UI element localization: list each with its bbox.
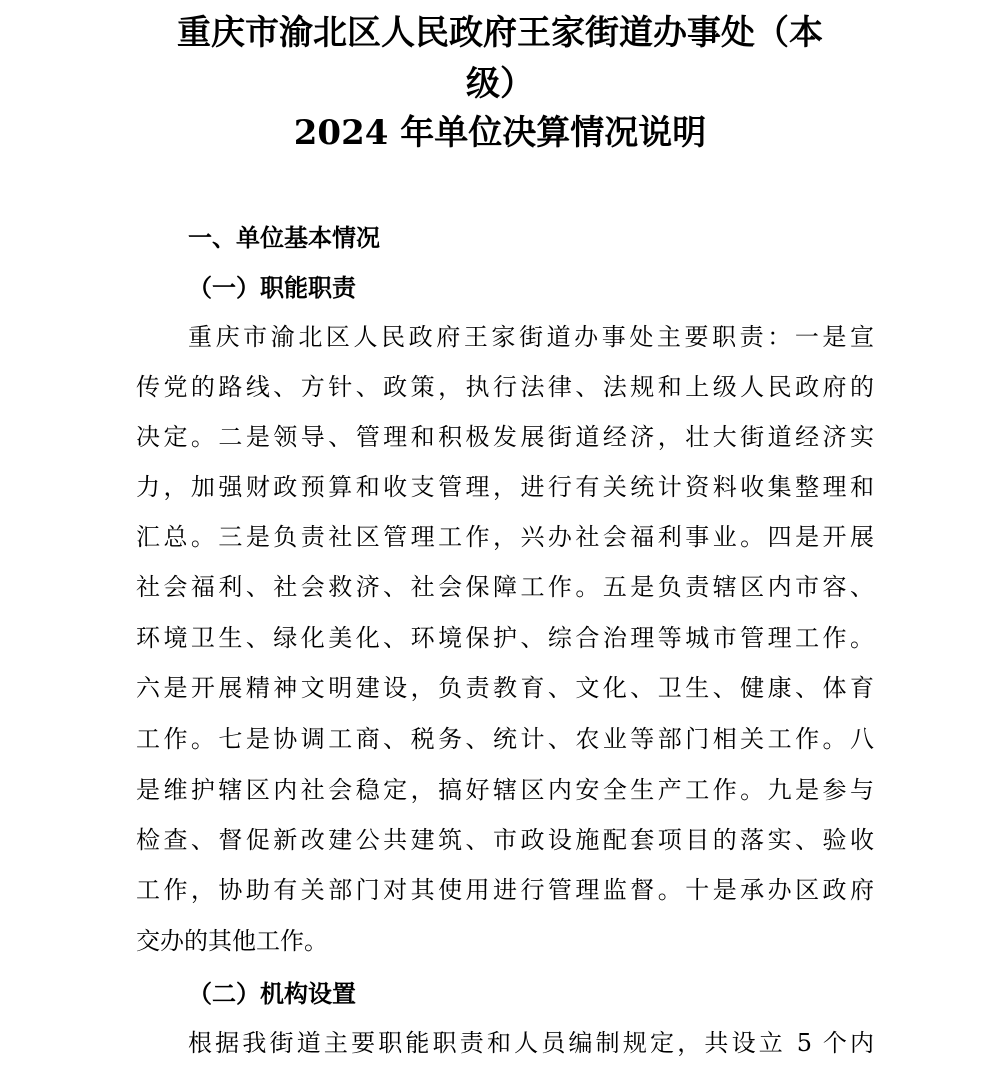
- subsection-heading-organization: （二）机构设置: [188, 979, 356, 1008]
- document-title-line-2: 级）: [466, 64, 534, 104]
- paragraph-line: 传党的路线、方针、政策，执行法律、法规和上级人民政府的: [136, 373, 874, 401]
- paragraph-line: 根据我街道主要职能职责和人员编制规定，共设立 5 个内: [188, 1029, 874, 1057]
- paragraph-line: 决定。二是领导、管理和积极发展街道经济，壮大街道经济实: [136, 423, 874, 451]
- paragraph-line: 检查、督促新改建公共建筑、市政设施配套项目的落实、验收: [136, 826, 874, 854]
- paragraph-line: 力，加强财政预算和收支管理，进行有关统计资料收集整理和: [136, 473, 874, 501]
- paragraph-line: 工作。七是协调工商、税务、统计、农业等部门相关工作。八: [136, 725, 874, 753]
- subsection-heading-functions: （一）职能职责: [188, 273, 356, 302]
- paragraph-line: 工作，协助有关部门对其使用进行管理监督。十是承办区政府: [136, 876, 874, 904]
- document-title-line-3: 2024 年单位决算情况说明: [293, 113, 707, 153]
- paragraph-line: 汇总。三是负责社区管理工作，兴办社会福利事业。四是开展: [136, 523, 874, 551]
- paragraph-line: 交办的其他工作。: [136, 927, 328, 955]
- section-heading: 一、单位基本情况: [188, 224, 380, 252]
- paragraph-line: 环境卫生、绿化美化、环境保护、综合治理等城市管理工作。: [136, 624, 874, 652]
- paragraph-line: 是维护辖区内社会稳定，搞好辖区内安全生产工作。九是参与: [136, 776, 874, 804]
- paragraph-line: 社会福利、社会救济、社会保障工作。五是负责辖区内市容、: [136, 573, 874, 601]
- paragraph-line: 六是开展精神文明建设，负责教育、文化、卫生、健康、体育: [136, 674, 874, 702]
- paragraph-line: 重庆市渝北区人民政府王家街道办事处主要职责：一是宣: [188, 323, 874, 351]
- document-title-line-1: 重庆市渝北区人民政府王家街道办事处（本: [177, 13, 823, 53]
